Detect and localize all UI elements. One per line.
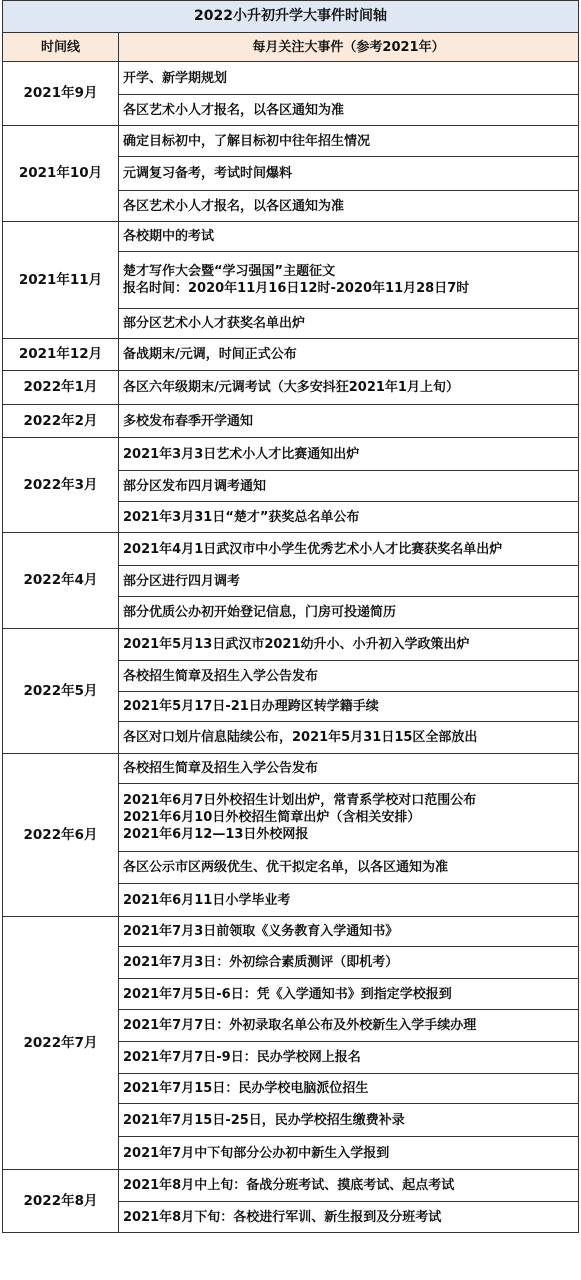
events-column-header: 每月关注大事件（参考2021年） (119, 33, 579, 62)
event-cell: 2021年7月3日前领取《义务教育入学通知书》 (119, 917, 579, 947)
month-cell: 2021年11月 (3, 222, 119, 339)
table-row (3, 754, 579, 784)
event-cell: 2021年7月中下旬部分公办初中新生入学报到 (119, 1137, 579, 1170)
month-cell: 2021年9月 (3, 62, 119, 126)
event-cell: 部分优质公办初开始登记信息，门房可投递简历 (119, 597, 579, 629)
table-row (3, 629, 579, 661)
header-row (3, 33, 579, 62)
month-cell: 2022年2月 (3, 405, 119, 438)
event-cell: 部分区进行四月调考 (119, 566, 579, 597)
event-cell: 各校期中的考试 (119, 222, 579, 252)
event-cell: 多校发布春季开学通知 (119, 405, 579, 438)
table-title: 2022小升初升学大事件时间轴 (3, 1, 579, 33)
time-column-header: 时间线 (3, 33, 119, 62)
event-cell: 各区公示市区两级优生、优干拟定名单，以各区通知为准 (119, 852, 579, 884)
event-cell: 2021年5月17日-21日办理跨区转学籍手续 (119, 692, 579, 722)
event-cell: 各区对口划片信息陆续公布，2021年5月31日15区全部放出 (119, 722, 579, 754)
event-cell: 2021年3月31日“楚才”获奖总名单公布 (119, 502, 579, 533)
event-cell: 楚才写作大会暨“学习强国”主题征文 报名时间：2020年11月16日12时-2020年11月28日7时 (119, 252, 579, 309)
month-cell: 2021年10月 (3, 126, 119, 222)
event-cell: 各校招生简章及招生入学公告发布 (119, 754, 579, 784)
month-cell: 2021年12月 (3, 339, 119, 371)
event-cell: 确定目标初中，了解目标初中往年招生情况 (119, 126, 579, 157)
event-cell: 2021年6月7日外校招生计划出炉，常青系学校对口范围公布 2021年6月10日外校招生简章出炉（含相关安排） 2021年6月12—13日外校网报 (119, 784, 579, 852)
month-cell: 2022年4月 (3, 533, 119, 629)
event-cell: 各区艺术小人才报名，以各区通知为准 (119, 95, 579, 126)
month-cell: 2022年8月 (3, 1170, 119, 1233)
event-cell: 2021年8月下旬：各校进行军训、新生报到及分班考试 (119, 1202, 579, 1233)
month-cell: 2022年5月 (3, 629, 119, 754)
event-cell: 元调复习备考，考试时间爆料 (119, 157, 579, 191)
timeline-table (2, 0, 579, 1233)
table-row (3, 405, 579, 438)
event-cell: 2021年7月15日-25日，民办学校招生缴费补录 (119, 1104, 579, 1137)
event-cell: 2021年5月13日武汉市2021幼升小、小升初入学政策出炉 (119, 629, 579, 661)
event-cell: 2021年4月1日武汉市中小学生优秀艺术小人才比赛获奖名单出炉 (119, 533, 579, 566)
month-cell: 2022年3月 (3, 438, 119, 533)
table-row (3, 371, 579, 405)
table-row (3, 533, 579, 566)
table-row (3, 62, 579, 95)
month-cell: 2022年1月 (3, 371, 119, 405)
month-cell: 2022年6月 (3, 754, 119, 917)
month-cell: 2022年7月 (3, 917, 119, 1170)
event-cell: 2021年7月7日-9日：民办学校网上报名 (119, 1042, 579, 1074)
table-row (3, 917, 579, 947)
event-cell: 各区六年级期末/元调考试（大多安抖狂2021年1月上旬） (119, 371, 579, 405)
event-cell: 2021年7月3日：外初综合素质测评（即机考） (119, 947, 579, 979)
table-row (3, 1170, 579, 1202)
event-cell: 2021年8月中上旬：备战分班考试、摸底考试、起点考试 (119, 1170, 579, 1202)
table-row (3, 126, 579, 157)
event-cell: 部分区发布四月调考通知 (119, 471, 579, 502)
event-cell: 2021年7月7日：外初录取名单公布及外校新生入学手续办理 (119, 1010, 579, 1042)
event-cell: 2021年6月11日小学毕业考 (119, 884, 579, 917)
event-cell: 2021年7月5日-6日：凭《入学通知书》到指定学校报到 (119, 979, 579, 1010)
table-row (3, 222, 579, 252)
event-cell: 部分区艺术小人才获奖名单出炉 (119, 309, 579, 339)
table-row (3, 339, 579, 371)
event-cell: 开学、新学期规划 (119, 62, 579, 95)
event-cell: 各校招生简章及招生入学公告发布 (119, 661, 579, 692)
event-cell: 备战期末/元调，时间正式公布 (119, 339, 579, 371)
event-cell: 2021年7月15日：民办学校电脑派位招生 (119, 1074, 579, 1104)
table-row (3, 438, 579, 471)
title-row (3, 1, 579, 33)
event-cell: 各区艺术小人才报名，以各区通知为准 (119, 191, 579, 222)
event-cell: 2021年3月3日艺术小人才比赛通知出炉 (119, 438, 579, 471)
